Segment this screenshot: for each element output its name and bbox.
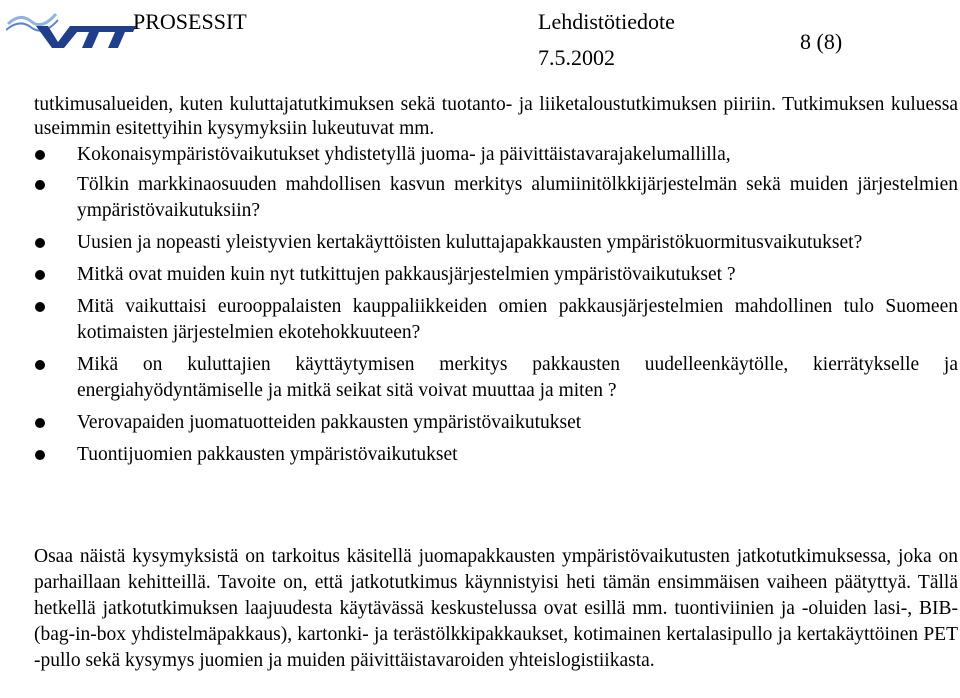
bullet-icon — [35, 360, 45, 370]
bullet-icon — [35, 302, 45, 312]
list-item-text: Tölkin markkinaosuuden mahdollisen kasvun merkitys alumiinitölkkijärjestelmän sekä muiden järjestelmien ympäristövaikutuksiin? — [77, 174, 958, 221]
intro-paragraph: tutkimusalueiden, kuten kuluttajatutkimuksen sekä tuotanto- ja liiketaloustutkimuksen piiriin. Tutkimuksen kuluessa useimmin esitettyihin kysymyksiin lukeutuvat mm. — [34, 94, 958, 139]
list-item — [0, 442, 958, 468]
bullet-icon — [35, 180, 45, 190]
list-item-text: Uusien ja nopeasti yleistyvien kertakäyttöisten kuluttajapakkausten ympäristökuormitusvaikutukset? — [77, 232, 863, 253]
bullet-icon — [35, 238, 45, 248]
question-list — [0, 142, 960, 468]
bullet-icon — [35, 270, 45, 280]
list-item-text: Kokonaisympäristövaikutukset yhdistetyllä juoma- ja päivittäistavarajakelumallilla, — [77, 144, 731, 165]
list-item-text: Verovapaiden juomatuotteiden pakkausten ympäristövaikutukset — [77, 412, 582, 433]
bullet-icon — [35, 150, 45, 160]
closing-paragraph: Osaa näistä kysymyksistä on tarkoitus käsitellä juomapakkausten ympäristövaikutusten jatkotutkimuksessa, joka on parhaillaan kehitteillä. Tavoite on, että jatkotutkimus käynnistyisi heti tämän ensimmäisen vaiheen päätyttyä. Tällä hetkellä jatkotutkimuksen laajuudesta käytävässä keskustelussa ovat esillä mm. tuontiviinien ja -oluiden lasi-, BIB- (bag-in-box yhdistelmäpakkaus), kartonki- ja terästölkkipakkaukset, kotimainen kertalasipullo ja kertakäyttöinen PET -pullo sekä kysymys juomien ja muiden päivittäistavaroiden yhteislogistiikasta. — [34, 546, 958, 671]
list-item — [0, 142, 958, 168]
list-item — [0, 172, 958, 224]
bullet-icon — [35, 418, 45, 428]
vtt-logo — [6, 2, 136, 48]
list-item-text: Mitkä ovat muiden kuin nyt tutkittujen pakkausjärjestelmien ympäristövaikutukset ? — [77, 264, 736, 285]
page-header — [0, 0, 960, 80]
list-item — [0, 294, 958, 346]
list-item — [0, 352, 958, 404]
document-date: 7.5.2002 — [538, 45, 615, 70]
list-item — [0, 230, 958, 256]
bullet-icon — [35, 450, 45, 460]
document-type: Lehdistötiedote — [538, 9, 675, 34]
org-name: PROSESSIT — [133, 9, 247, 34]
page-number: 8 (8) — [800, 29, 843, 54]
list-item-text: Tuontijuomien pakkausten ympäristövaikutukset — [77, 444, 458, 465]
list-item-text: Mitä vaikuttaisi eurooppalaisten kauppaliikkeiden omien pakkausjärjestelmien mahdollinen tulo Suomeen kotimaisten järjestelmien ekotehokkuuteen? — [77, 296, 958, 343]
list-item — [0, 410, 958, 436]
list-item-text: Mikä on kuluttajien käyttäytymisen merkitys pakkausten uudelleenkäytölle, kierrätykselle ja energiahyödyntämiselle ja mitkä seikat sitä voivat muuttaa ja miten ? — [77, 354, 958, 401]
list-item — [0, 262, 958, 288]
